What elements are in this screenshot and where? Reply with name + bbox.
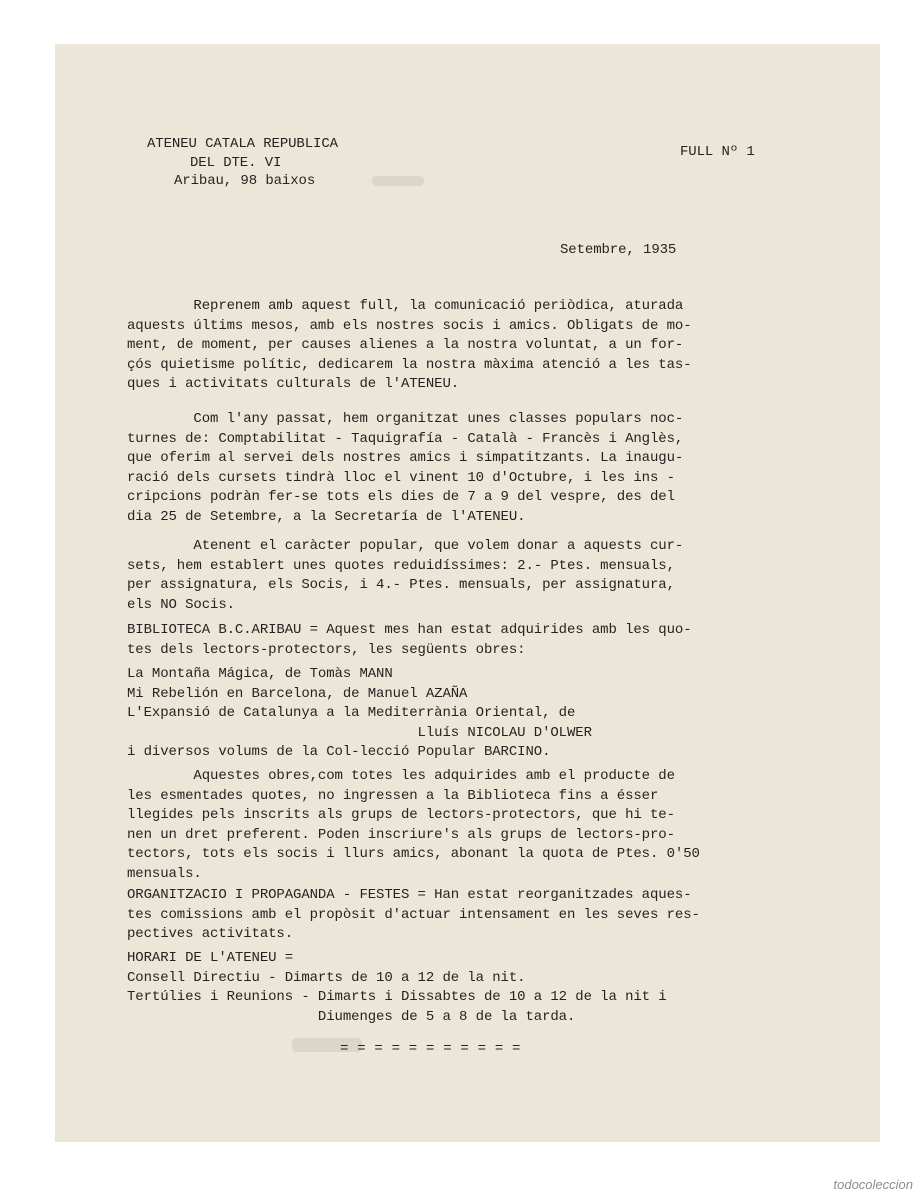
list-item: Lluís NICOLAU D'OLWER [127, 724, 592, 741]
text-line: tes dels lectors-protectors, les següents obres: [127, 641, 526, 658]
org-address: Aribau, 98 baixos [174, 173, 316, 189]
text-line: pectives activitats. [127, 926, 294, 942]
text-line: BIBLIOTECA B.C.ARIBAU = Aquest mes han estat adquirides amb les quo- [127, 622, 692, 638]
text-line: aquests últims mesos, amb els nostres socis i amics. Obligats de mo- [127, 317, 692, 334]
sheet-number: FULL Nº 1 [680, 144, 755, 160]
text-line: HORARI DE L'ATENEU = [127, 950, 294, 966]
text-line: çós quietisme polític, dedicarem la nostra màxima atenció a les tas- [127, 356, 692, 373]
schedule-paragraph [127, 949, 667, 1027]
list-item: L'Expansió de Catalunya a la Mediterrània Oriental, de [127, 705, 576, 721]
text-line: Aquestes obres,com totes les adquirides amb el producte de [127, 768, 675, 784]
text-line: sets, hem establert unes quotes reduidíssimes: 2.- Ptes. mensuals, [127, 557, 675, 574]
text-line: ment, de moment, per causes alienes a la nostra voluntat, a un for- [127, 337, 684, 353]
org-name: ATENEU CATALA REPUBLICA [147, 136, 338, 152]
org-district: DEL DTE. VI [190, 155, 282, 171]
reading-groups-paragraph [127, 767, 700, 884]
text-line: ORGANITZACIO I PROPAGANDA - FESTES = Han estat reorganitzades aques- [127, 887, 692, 903]
letter-date: Setembre, 1935 [560, 242, 677, 258]
text-line: cripcions podràn fer-se tots els dies de 7 a 9 del vespre, des del [127, 489, 675, 505]
text-line: tes comissions amb el propòsit d'actuar intensament en les seves res- [127, 906, 700, 923]
text-line: Consell Directiu - Dimarts de 10 a 12 de la nit. [127, 969, 526, 986]
text-line: dia 25 de Setembre, a la Secretaría de l'ATENEU. [127, 508, 526, 525]
text-line: Com l'any passat, hem organitzat unes classes populars noc- [127, 411, 684, 427]
classes-paragraph [127, 410, 683, 527]
list-item: Mi Rebelión en Barcelona, de Manuel AZAÑA [127, 685, 468, 702]
text-line: les esmentades quotes, no ingressen a la Biblioteca fins a ésser [127, 787, 659, 804]
library-paragraph [127, 621, 692, 660]
book-list [127, 665, 592, 763]
fees-paragraph [127, 537, 683, 615]
text-line: Reprenem amb aquest full, la comunicació periòdica, aturada [127, 298, 684, 314]
closing-rule: = = = = = = = = = = = [340, 1041, 521, 1057]
text-line: mensuals. [127, 865, 202, 882]
text-line: nen un dret preferent. Poden inscriure's als grups de lectors-pro- [127, 826, 675, 843]
text-line: Diumenges de 5 a 8 de la tarda. [127, 1008, 576, 1025]
site-watermark: todocoleccion [833, 1177, 913, 1192]
organization-paragraph [127, 886, 700, 945]
text-line: ració dels cursets tindrà lloc el vinent 10 d'Octubre, i les ins - [127, 469, 675, 486]
stamp-mark [372, 176, 424, 186]
intro-paragraph [127, 297, 692, 395]
text-line: per assignatura, els Socis, i 4.- Ptes. mensuals, per assignatura, [127, 577, 675, 593]
text-line: Atenent el caràcter popular, que volem donar a aquests cur- [127, 538, 684, 554]
text-line: ques i activitats culturals de l'ATENEU. [127, 376, 460, 392]
text-line: que oferim al servei dels nostres amics i simpatitzants. La inaugu- [127, 450, 684, 466]
text-line: Tertúlies i Reunions - Dimarts i Dissabtes de 10 a 12 de la nit i [127, 989, 667, 1005]
list-item: La Montaña Mágica, de Tomàs MANN [127, 666, 393, 682]
text-line: tectors, tots els socis i llurs amics, abonant la quota de Ptes. 0'50 [127, 846, 700, 862]
text-line: turnes de: Comptabilitat - Taquigrafía - Català - Francès i Anglès, [127, 430, 684, 447]
text-line: llegides pels inscrits als grups de lectors-protectors, que hi te- [127, 807, 675, 823]
list-item: i diversos volums de la Col-lecció Popular BARCINO. [127, 744, 551, 760]
text-line: els NO Socis. [127, 596, 235, 613]
